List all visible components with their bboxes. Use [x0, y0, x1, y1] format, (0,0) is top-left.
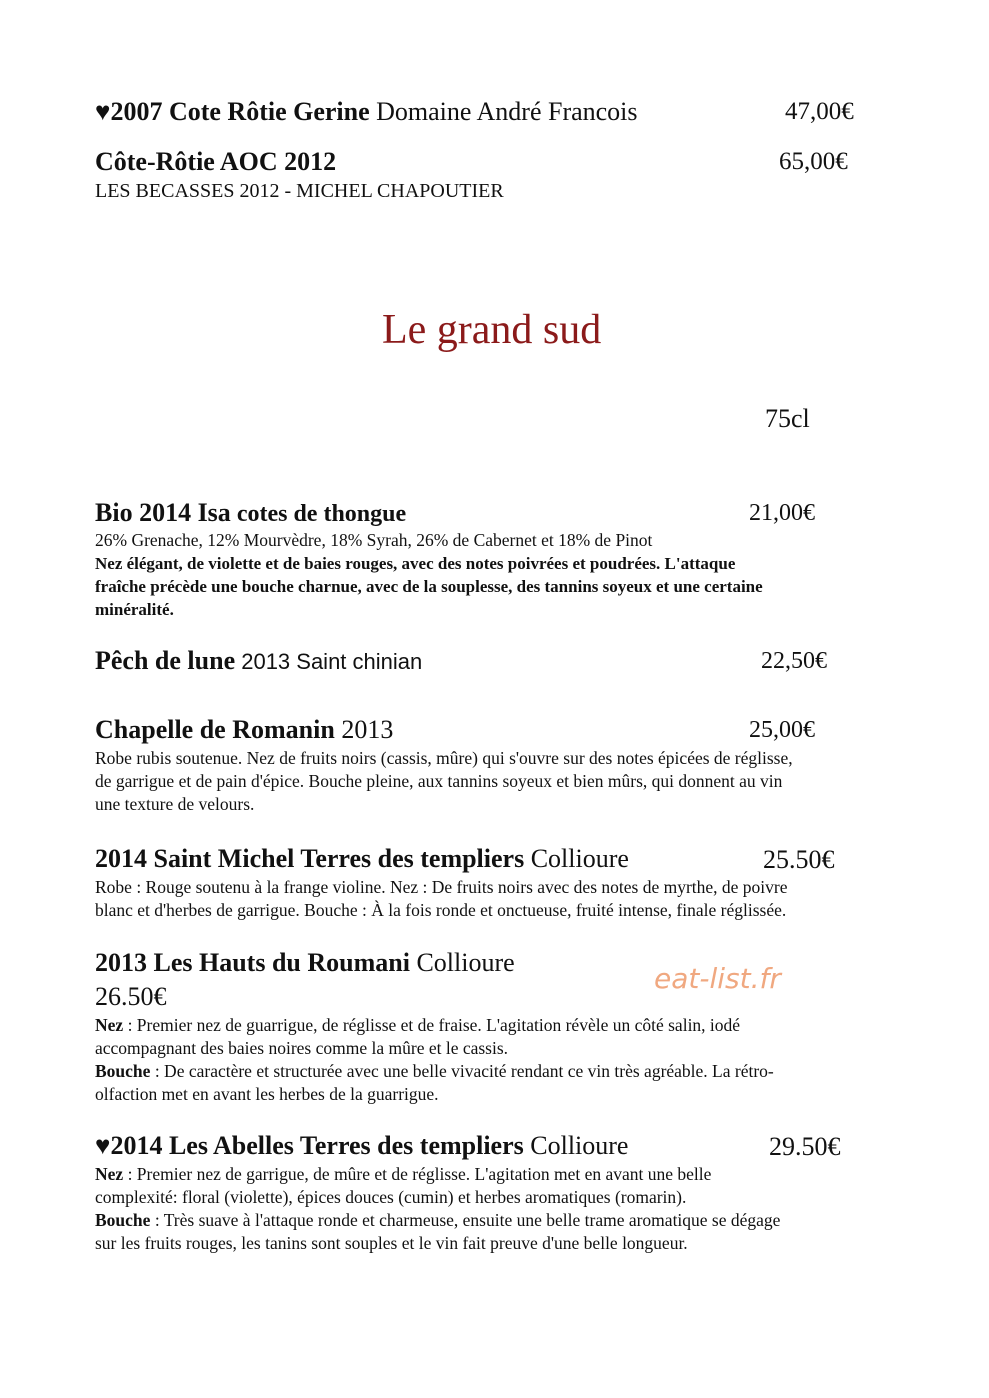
wine-title-saint-michel [95, 844, 629, 874]
wine-price: 26.50€ [95, 982, 167, 1011]
bouche-text: : De caractère et structurée avec une belle vivacité rendant ce vin très agréable. La rétro- [150, 1061, 774, 1081]
wine-description-line: une texture de velours. [95, 794, 255, 814]
bouche-label: Bouche [95, 1210, 151, 1230]
wine-description-line: minéralité. [95, 600, 174, 619]
wine-description-line: sur les fruits rouges, les tanins sont souples et le vin fait preuve d'une belle longueur. [95, 1233, 688, 1253]
wine-description-line [95, 1060, 774, 1083]
wine-name: 2013 Les Hauts du Roumani [95, 948, 410, 977]
wine-name: Chapelle de Romanin [95, 715, 335, 744]
wine-description-line [95, 1209, 780, 1232]
bouche-label: Bouche [95, 1061, 151, 1081]
wine-description-line [95, 1163, 711, 1186]
wine-appellation: Collioure [409, 948, 515, 977]
wine-price: 29.50€ [769, 1132, 841, 1161]
wine-grapes: 26% Grenache, 12% Mourvèdre, 18% Syrah, 26% de Cabernet et 18% de Pinot [95, 530, 653, 550]
nez-text: : Premier nez de garrigue, de mûre et de réglisse. L'agitation met en avant une belle [123, 1164, 712, 1184]
wine-appellation: Collioure [524, 844, 629, 873]
wine-title-les-abelles [95, 1131, 628, 1161]
wine-price: 25,00€ [749, 717, 815, 743]
wine-name: Pêch de lune [95, 646, 236, 675]
heart-icon: ♥ [95, 97, 111, 126]
wine-title-isa [95, 498, 406, 528]
wine-description-line: accompagnant des baies noires comme la mûre et le cassis. [95, 1038, 509, 1058]
wine-subtitle: LES BECASSES 2012 - MICHEL CHAPOUTIER [95, 180, 504, 202]
wine-producer: Domaine André Francois [369, 97, 638, 126]
wine-description-line: de garrigue et de pain d'épice. Bouche pleine, aux tannins soyeux et bien mûrs, qui donnent au vin [95, 771, 783, 791]
wine-price: 65,00€ [779, 148, 848, 175]
nez-label: Nez [95, 1164, 124, 1184]
heart-icon: ♥ [95, 1131, 111, 1160]
wine-appellation: 2013 Saint chinian [235, 649, 423, 674]
wine-title-cote-rotie-aoc: Côte-Rôtie AOC 2012 [95, 147, 337, 176]
wine-price: 22,50€ [761, 648, 827, 674]
wine-vintage: 2013 [334, 715, 394, 744]
wine-description-line: blanc et d'herbes de garrigue. Bouche : À la fois ronde et onctueuse, fruité intense, finale réglissée. [95, 900, 787, 920]
wine-title-hauts-du-roumani [95, 948, 515, 978]
wine-name: 2007 Cote Rôtie Gerine [110, 97, 370, 126]
section-title: Le grand sud [382, 307, 602, 353]
wine-appellation: Collioure [523, 1131, 629, 1160]
wine-name: 2014 Les Abelles Terres des templiers [110, 1131, 524, 1160]
wine-name: Bio 2014 Isa [95, 498, 231, 527]
wine-description-line [95, 1014, 740, 1037]
wine-description-line: Robe rubis soutenue. Nez de fruits noirs (cassis, mûre) qui s'ouvre sur des notes épicées de réglisse, [95, 748, 793, 768]
watermark: eat-list.fr [654, 962, 781, 995]
volume-label: 75cl [765, 404, 810, 433]
wine-description-line: complexité: floral (violette), épices douces (cumin) et herbes aromatiques (romarin). [95, 1187, 687, 1207]
wine-description-line: Robe : Rouge soutenu à la frange violine. Nez : De fruits noirs avec des notes de myrthe, de poivre [95, 877, 788, 897]
wine-title-chapelle-de-romanin [95, 715, 393, 745]
wine-price: 21,00€ [749, 500, 815, 526]
bouche-text: : Très suave à l'attaque ronde et charmeuse, ensuite une belle trame aromatique se dégage [150, 1210, 781, 1230]
wine-price: 47,00€ [785, 98, 854, 125]
nez-text: : Premier nez de guarrigue, de réglisse et de fraise. L'agitation révèle un côté salin, iodé [123, 1015, 741, 1035]
wine-price: 25.50€ [763, 845, 835, 874]
wine-description-line: Nez élégant, de violette et de baies rouges, avec des notes poivrées et poudrées. L'attaque [95, 554, 736, 573]
wine-title-pech-de-lune [95, 646, 422, 676]
wine-description-line: fraîche précède une bouche charnue, avec de la souplesse, des tannins soyeux et une certaine [95, 577, 763, 596]
wine-appellation: cotes de thongue [230, 501, 407, 527]
wine-name: 2014 Saint Michel Terres des templiers [95, 844, 525, 873]
wine-title-cote-rotie-gerine [95, 97, 638, 127]
wine-description-line: olfaction met en avant les herbes de la guarrigue. [95, 1084, 439, 1104]
nez-label: Nez [95, 1015, 124, 1035]
